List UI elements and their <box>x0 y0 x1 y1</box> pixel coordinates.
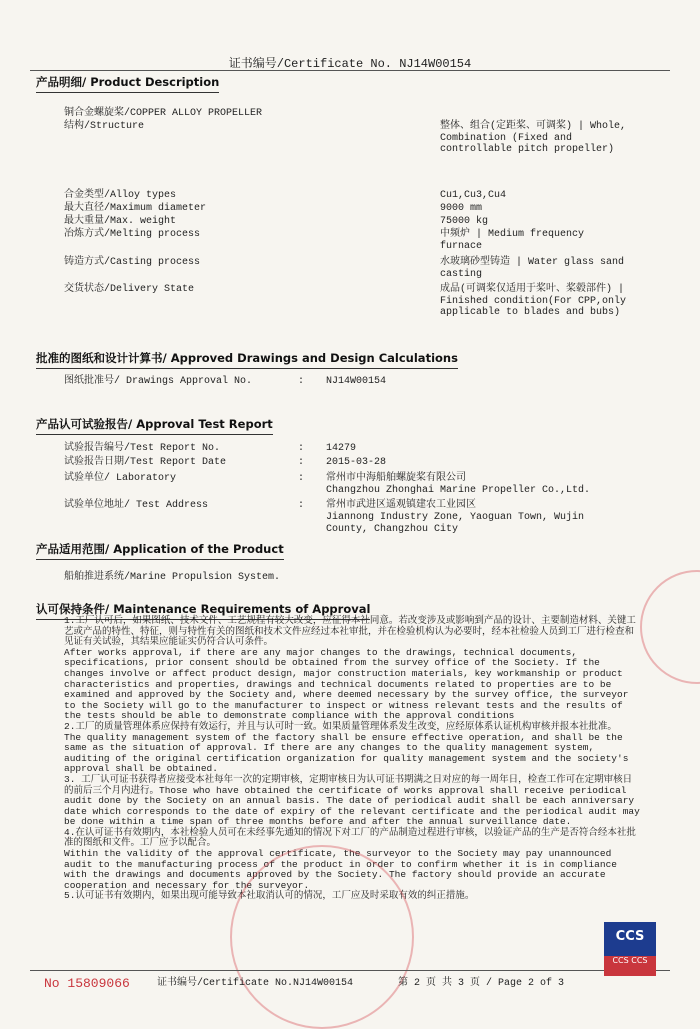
alloy-types-value: Cu1,Cu3,Cu4 <box>440 190 507 201</box>
delivery-state-value: 成品(可调桨仅适用于桨叶、桨毂部件) | Finished condition(For CPP,only applicable to blades and bubs) <box>440 284 627 318</box>
section-title-text: 产品适用范围/ Application of the Product <box>36 542 284 556</box>
ccs-logo <box>604 922 656 976</box>
test-report-date-label: 试验报告日期/Test Report Date <box>64 457 227 468</box>
section-title-application <box>36 541 284 560</box>
max-diameter-label: 最大直径/Maximum diameter <box>64 203 207 214</box>
certificate-number-header: 证书编号/Certificate No. NJ14W00154 <box>228 57 472 71</box>
header-divider <box>30 70 670 71</box>
test-report-no-value: 14279 <box>326 443 357 454</box>
section-title-text: 产品认可试验报告/ Approval Test Report <box>36 417 273 431</box>
maintenance-paragraph: 5.认可证书有效期内，如果出现可能导致本社取消认可的情况，工厂应及时采取有效的纠正措施。 <box>64 890 475 902</box>
edge-seal-stamp <box>640 570 700 684</box>
maintenance-paragraph: The quality management system of the factory shall be ensure effective operation, and shall be the same as the situation of approval. If there are any changes to the quality management system, auditing of the original certification organization for quality management system and the society's approval shall be obtained. <box>64 731 629 775</box>
colon: : <box>298 473 305 484</box>
structure-value: 整体、组合(定距桨、可调桨) | Whole, Combination (Fixed and controllable pitch propeller) <box>440 121 627 155</box>
laboratory-label: 试验单位/ Laboratory <box>64 473 177 484</box>
section-title-text: 产品明细/ Product Description <box>36 75 220 89</box>
drawings-approval-label: 图纸批准号/ Drawings Approval No. <box>64 376 253 387</box>
official-seal-stamp <box>230 845 414 1029</box>
melting-process-value: 中频炉 | Medium frequency furnace <box>440 229 585 252</box>
section-underline <box>36 434 273 435</box>
ccs-logo-subtext: CCS CCS <box>604 956 656 976</box>
drawings-approval-value: NJ14W00154 <box>326 376 387 387</box>
max-weight-value: 75000 kg <box>440 216 489 227</box>
maintenance-paragraph: Within the validity of the approval certificate, the surveyor to the Society may pay unannounced audit to the manufacturing process of the product in order to confirm whether it is in compliance with the drawings and documents approved by the Society. The factory should provide an accurate cooperation and necessary for the surveyor. <box>64 848 617 891</box>
max-weight-label: 最大重量/Max. weight <box>64 216 177 227</box>
melting-process-label: 冶炼方式/Melting process <box>64 229 201 240</box>
max-diameter-value: 9000 mm <box>440 203 483 214</box>
alloy-types-label: 合金类型/Alloy types <box>64 190 177 201</box>
ccs-logo-text: CCS <box>604 922 656 956</box>
laboratory-value: 常州市中海船舶螺旋桨有限公司 Changzhou Zhonghai Marine Propeller Co.,Ltd. <box>326 473 591 496</box>
serial-number: No 15809066 <box>44 976 130 991</box>
section-title-product-description <box>36 74 219 93</box>
application-text: 船舶推进系统/Marine Propulsion System. <box>64 572 281 583</box>
colon: : <box>298 500 305 511</box>
page-number: 第 2 页 共 3 页 / Page 2 of 3 <box>398 978 565 989</box>
maintenance-paragraph: 1.工厂认可后，如果图纸、技术文件、工艺规程有较大改变，应征得本社同意。若改变涉及或影响到产品的设计、主要制造材料、关键工艺或产品的特性、特征，则与特性有关的图纸和技术文件应经过本社审批，并在检验机构认为必要时，经本社检验人员到工厂进行检查和见证有关试验，其结果应能证实仍符合认可条件。 <box>64 615 636 648</box>
footer-divider <box>30 970 670 971</box>
footer-certificate-number: 证书编号/Certificate No.NJ14W00154 <box>157 978 354 989</box>
section-underline <box>36 368 458 369</box>
colon: : <box>298 457 305 468</box>
structure-label: 结构/Structure <box>64 121 145 132</box>
maintenance-paragraph: 4.在认可证书有效期内，本社检验人员可在未经事先通知的情况下对工厂的产品制造过程进行审核，以验证产品的生产是否符合经本社批准的图纸和文件。工厂应予以配合。 <box>64 826 636 849</box>
casting-process-value: 水玻璃砂型铸造 | Water glass sand casting <box>440 257 625 280</box>
section-title-approved-drawings <box>36 350 458 369</box>
delivery-state-label: 交货状态/Delivery State <box>64 284 195 295</box>
test-address-value: 常州市武进区遥观镇建农工业园区 Jiannong Industry Zone, Yaoguan Town, Wujin County, Changzhou City <box>326 500 585 535</box>
maintenance-paragraph: 3. 工厂认可证书获得者应接受本社每年一次的定期审核，定期审核日为认可证书期满之日对应的每一周年日，检查工作可在定期审核日的前后三个月内进行。Those who have obtained the certificate of works approval shall receive periodical audit done by the Society on an annual basis. The date of periodical audit shall be each anniversary date which corresponds to the date of expiry of the relevant certificate and the periodical audit may be done within a time span of three months before and after the annual surveillance date. <box>64 773 640 828</box>
product-name: 铜合金螺旋桨/COPPER ALLOY PROPELLER <box>64 108 263 119</box>
test-report-date-value: 2015-03-28 <box>326 457 387 468</box>
section-title-text: 认可保持条件/ Maintenance Requirements of Approval <box>36 602 371 616</box>
colon: : <box>298 376 305 387</box>
maintenance-paragraph: After works approval, if there are any major changes to the drawings, technical documents, specifications, prior consent should be obtained from the survey office of the Society. If the changes involve or affect product design, major construction materials, key workmanship or product characteristics and properties, drawings and technical documents related to properties are to be examined and approved by the Society and, where deemed necessary by the survey office, the surveyor to the Society will go to the manufacturer to inspect or witness relevant tests and the results of the tests should be able to demonstrate compliance with the approval conditions <box>64 646 629 722</box>
colon: : <box>298 443 305 454</box>
test-report-no-label: 试验报告编号/Test Report No. <box>64 443 221 454</box>
section-underline <box>36 92 219 93</box>
maintenance-paragraph: 2.工厂的质量管理体系应保持有效运行，并且与认可时一致。如果质量管理体系发生改变，应经原体系认证机构审核并报本社批准。 <box>64 720 617 732</box>
section-title-text: 批准的图纸和设计计算书/ Approved Drawings and Design Calculations <box>36 351 458 365</box>
casting-process-label: 铸造方式/Casting process <box>64 257 201 268</box>
section-title-approval-test <box>36 416 273 435</box>
section-underline <box>36 559 284 560</box>
test-address-label: 试验单位地址/ Test Address <box>64 500 209 511</box>
